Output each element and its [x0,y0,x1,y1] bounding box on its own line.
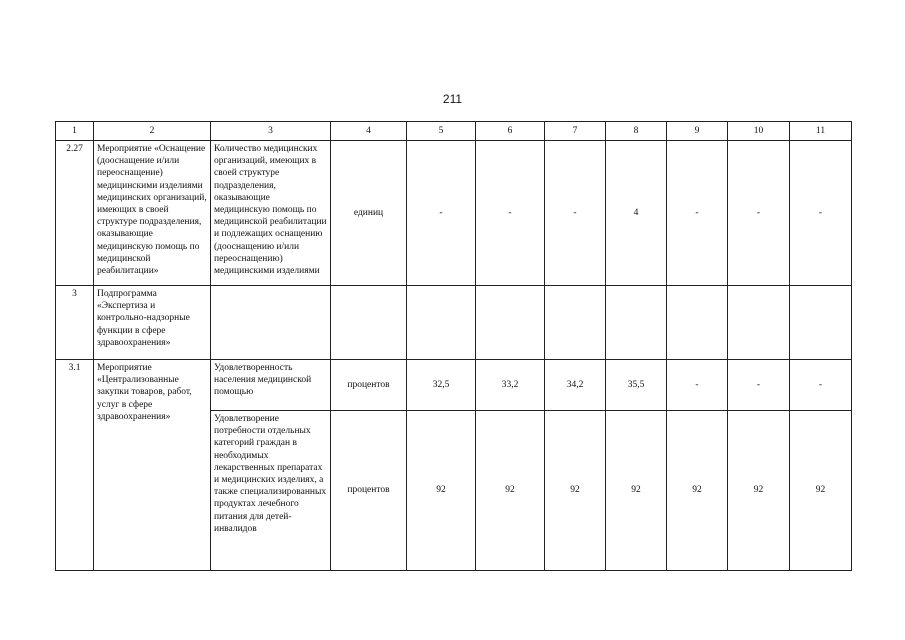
data-table [55,121,852,571]
value-cell: 92 [606,411,667,571]
column-header: 9 [667,122,728,141]
value-cell: 34,2 [545,360,606,411]
value-cell: 92 [728,411,790,571]
unit-cell: единиц [331,141,407,286]
value-cell: - [545,141,606,286]
value-cell: 92 [545,411,606,571]
value-cell: 32,5 [407,360,476,411]
table-row [56,286,852,360]
subprogram-name: Подпрограмма «Экспертиза и контрольно-надзорные функции в сфере здравоохранения» [94,286,211,360]
value-cell [476,286,545,360]
table-row [56,360,852,411]
column-header: 8 [606,122,667,141]
value-cell [728,286,790,360]
value-cell [545,286,606,360]
indicator-name: Удовлетворение потребности отдельных категорий граждан в необходимых лекарственных препаратах и медицинских изделиях, а также специализированных продуктах лечебного питания для детей-инвалидов [211,411,331,571]
value-cell [667,286,728,360]
value-cell: 92 [667,411,728,571]
unit-cell: процентов [331,360,407,411]
value-cell [407,286,476,360]
value-cell: - [728,141,790,286]
column-header: 1 [56,122,94,141]
column-header: 7 [545,122,606,141]
table-header-row [56,122,852,141]
row-number: 3.1 [56,360,94,571]
value-cell: 92 [790,411,852,571]
column-header: 5 [407,122,476,141]
value-cell: 92 [407,411,476,571]
row-number: 2.27 [56,141,94,286]
value-cell [606,286,667,360]
value-cell: - [667,141,728,286]
value-cell: 92 [476,411,545,571]
activity-name: Мероприятие «Оснащение (дооснащение и/или переоснащение) медицинскими изделиями медицинских организаций, имеющих в своей структуре подразделения, оказывающие медицинскую помощь по медицинской реабилитации» [94,141,211,286]
table-row [56,141,852,286]
value-cell [790,286,852,360]
column-header: 2 [94,122,211,141]
page-number: 211 [442,92,463,106]
indicator-name: Удовлетворенность населения медицинской помощью [211,360,331,411]
value-cell: - [728,360,790,411]
unit-cell: процентов [331,411,407,571]
value-cell: - [667,360,728,411]
row-number: 3 [56,286,94,360]
unit-cell [331,286,407,360]
indicator-name [211,286,331,360]
value-cell: 4 [606,141,667,286]
column-header: 10 [728,122,790,141]
value-cell: - [790,141,852,286]
value-cell: - [407,141,476,286]
activity-name: Мероприятие «Централизованные закупки товаров, работ, услуг в сфере здравоохранения» [94,360,211,571]
value-cell: 35,5 [606,360,667,411]
column-header: 4 [331,122,407,141]
column-header: 3 [211,122,331,141]
indicator-name: Количество медицинских организаций, имеющих в своей структуре подразделения, оказывающие медицинскую помощь по медицинской реабилитации и подлежащих оснащению (дооснащению и/или переоснащению) медицинскими изделиями [211,141,331,286]
value-cell: - [790,360,852,411]
value-cell: 33,2 [476,360,545,411]
column-header: 11 [790,122,852,141]
column-header: 6 [476,122,545,141]
value-cell: - [476,141,545,286]
